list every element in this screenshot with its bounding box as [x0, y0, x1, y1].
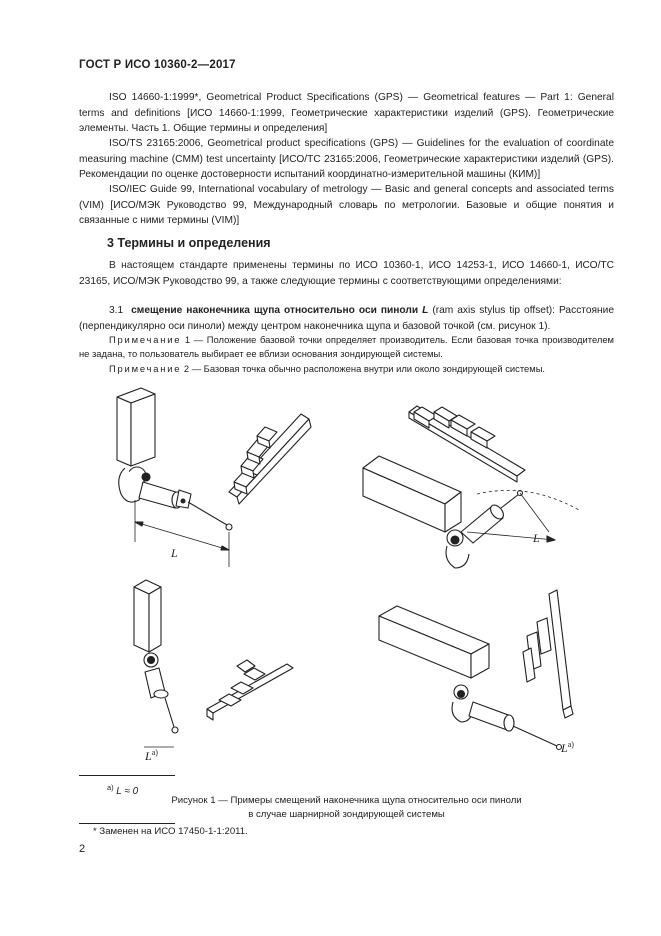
- figure-1: [79, 382, 614, 772]
- label-L-panel2: L: [533, 531, 540, 545]
- page-footnote: * Заменен на ИСО 17450-1-1:2011.: [93, 826, 248, 837]
- term-definition-text: (ram axis stylus tip offset): Расстояние (перпендикулярно оси пиноли) между центром наконечника щупа и базовой точкой (см. рисунок 1).: [79, 305, 614, 332]
- term-number: 3.1: [109, 305, 124, 316]
- reference-iso-ts-23165: ISO/TS 23165:2006, Geometrical product specifications (GPS) — Guidelines for the evaluation of coordinate measuring machine (CMM) test uncertainty [ИСО/ТС 23165:2006, Геометрические характеристики изделий (GPS). Рекомендации по оценке достоверности испытаний координатно-измерительной машины (КИМ)]: [79, 138, 614, 181]
- figure-caption-line-2: в случае шарнирной зондирующей системы: [248, 809, 445, 820]
- note-2: [79, 362, 614, 376]
- section-intro: В настоящем стандарте применены термины по ИСО 10360-1, ИСО 14253-1, ИСО 14660-1, ИСО/ТС 23165, ИСО/МЭК Руководство 99, а также следующие термины с соответствующими определениями:: [79, 260, 614, 287]
- note-1: [79, 333, 614, 360]
- reference-iso-14660-1: ISO 14660-1:1999*, Geometrical Product Specifications (GPS) — Geometrical features — Part 1: General terms and definitions [ИСО 14660-1:1999, Геометрические характеристики изделий (GPS). Геометрические элементы. Часть 1. Общие термины и определения]: [79, 92, 614, 135]
- probe-example-vertical-tilted: [134, 580, 293, 747]
- note-2-text: 2 — Базовая точка обычно расположена внутри или около зондирующей системы.: [183, 363, 546, 374]
- label-La-panel4-sup: a): [567, 740, 574, 749]
- probe-example-wall-mounted: [379, 590, 573, 750]
- label-La-panel4-letter: L: [561, 741, 568, 755]
- term-symbol: L: [422, 305, 429, 316]
- section-title: 3 Термины и определения: [107, 236, 271, 250]
- term-definition: [79, 303, 614, 334]
- page-footnote-rule: [79, 823, 175, 824]
- figure-1-drawing: [79, 382, 614, 772]
- page-number: 2: [79, 843, 86, 855]
- label-L-panel1: L: [171, 546, 178, 560]
- note-1-label: Примечание: [109, 334, 182, 345]
- step-artefact-4: [523, 618, 551, 682]
- term-name: смещение наконечника щупа относительно оси пиноли: [131, 305, 419, 316]
- document-header: ГОСТ Р ИСО 10360-2—2017: [79, 59, 236, 71]
- label-La-panel3: [144, 748, 158, 763]
- figure-footnote-marker: a): [107, 783, 114, 792]
- label-La-panel4: [560, 740, 574, 755]
- probe-example-horizontal: [117, 388, 311, 567]
- reference-iso-iec-guide-99: ISO/IEC Guide 99, International vocabulary of metrology — Basic and general concepts and associated terms (VIM) [ИСО/МЭК Руководство 99, Международный словарь по метрологии. Базовые и общие понятия и связанные с ними термины (VIM)]: [79, 184, 614, 227]
- figure-footnote-rule: [79, 775, 175, 776]
- note-1-text: 1 — Положение базовой точки определяет производитель. Если базовая точка производителем не задана, то пользователь выбирает ее вблизи основания зондирующей системы.: [79, 334, 614, 359]
- note-2-label: Примечание: [109, 363, 182, 374]
- probe-example-inclined-right: [363, 406, 579, 568]
- figure-caption-line-1: Рисунок 1 — Примеры смещений наконечника щупа относительно оси пиноли: [171, 795, 522, 806]
- label-La-panel3-letter: L: [145, 749, 152, 763]
- label-La-panel3-sup: a): [151, 748, 158, 757]
- figure-footnote-text: L ≈ 0: [116, 786, 139, 797]
